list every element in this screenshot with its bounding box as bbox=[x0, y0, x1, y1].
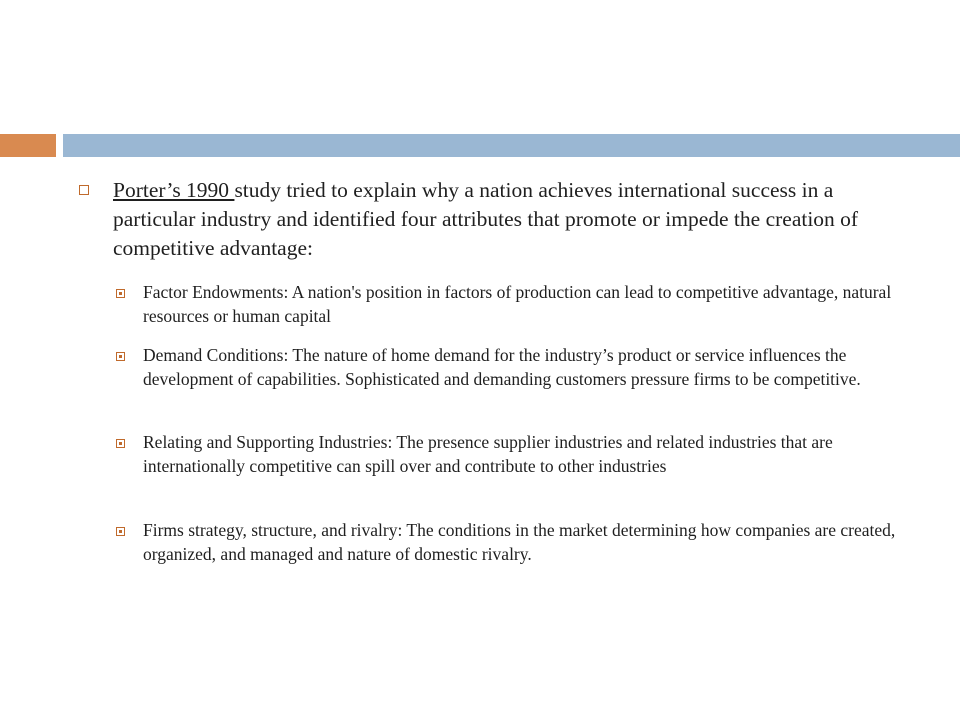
sub-bullet-factor-endowments: Factor Endowments: A nation's position in factors of production can lead to competitive advantage, natural resources or human capital bbox=[143, 282, 892, 326]
main-bullet-text bbox=[113, 176, 903, 263]
header-accent-blue bbox=[63, 134, 960, 157]
sub-bullet-demand-conditions: Demand Conditions: The nature of home demand for the industry’s product or service influences the development of capabilities. Sophisticated and demanding customers pressure firms to be competitive. bbox=[143, 345, 861, 389]
filled-square-bullet-icon bbox=[116, 352, 125, 361]
sub-bullet-firm-strategy: Firms strategy, structure, and rivalry: The conditions in the market determining how companies are created, organized, and managed and nature of domestic rivalry. bbox=[143, 520, 896, 564]
sub-bullet-supporting-industries: Relating and Supporting Industries: The presence supplier industries and related industries that are internationally competitive can spill over and contribute to other industries bbox=[143, 432, 833, 476]
square-bullet-icon bbox=[79, 185, 89, 195]
filled-square-bullet-icon bbox=[116, 289, 125, 298]
filled-square-bullet-icon bbox=[116, 527, 125, 536]
header-accent-orange bbox=[0, 134, 56, 157]
main-bullet-rest: study tried to explain why a nation achieves international success in a particular industry and identified four attributes that promote or impede the creation of competitive advantage: bbox=[113, 178, 859, 260]
citation-underlined: Porter’s 1990 bbox=[113, 178, 235, 202]
filled-square-bullet-icon bbox=[116, 439, 125, 448]
